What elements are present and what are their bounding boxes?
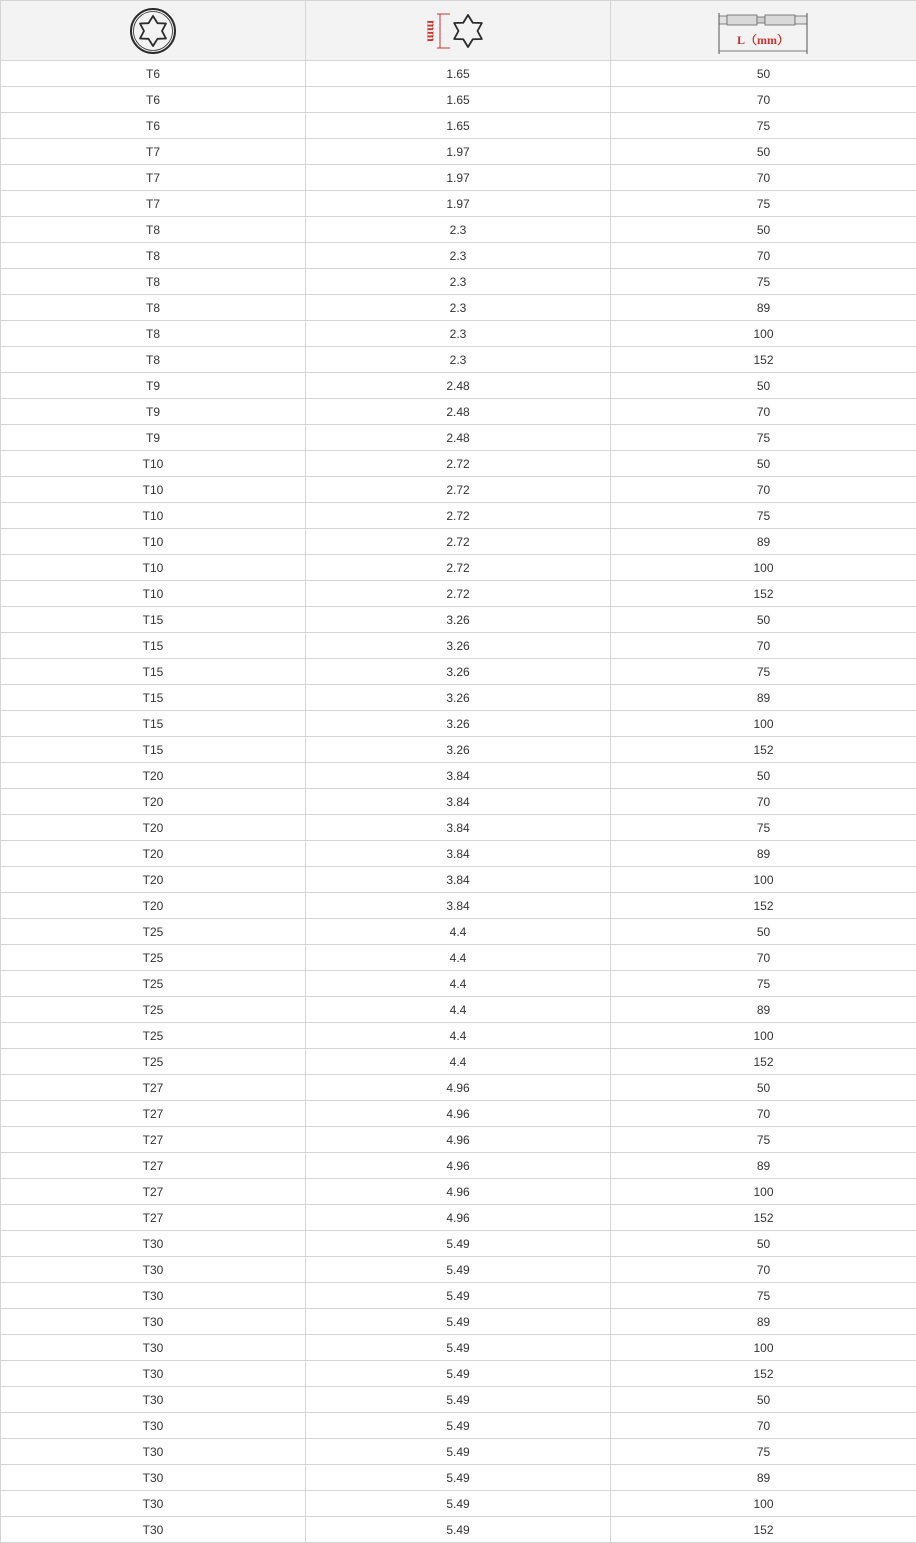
length-cell: 152 — [611, 737, 916, 763]
length-cell: 70 — [611, 1257, 916, 1283]
table-row — [1, 607, 916, 633]
size-cell: T27 — [1, 1179, 306, 1205]
size-cell: T7 — [1, 191, 306, 217]
length-cell: 75 — [611, 971, 916, 997]
length-cell: 50 — [611, 1387, 916, 1413]
table-row — [1, 763, 916, 789]
size-cell: T30 — [1, 1465, 306, 1491]
header-cell-length — [611, 1, 916, 61]
size-cell: T10 — [1, 555, 306, 581]
size-cell: T20 — [1, 867, 306, 893]
length-cell: 75 — [611, 659, 916, 685]
size-cell: T27 — [1, 1075, 306, 1101]
length-cell: 50 — [611, 607, 916, 633]
table-row — [1, 347, 916, 373]
tip-width-cell: 4.4 — [306, 1023, 611, 1049]
table-row — [1, 581, 916, 607]
tip-width-cell: 3.84 — [306, 763, 611, 789]
tip-width-cell: 1.97 — [306, 139, 611, 165]
length-cell: 100 — [611, 1023, 916, 1049]
length-cell: 152 — [611, 893, 916, 919]
table-row — [1, 685, 916, 711]
length-cell: 70 — [611, 1101, 916, 1127]
tip-width-cell: 3.26 — [306, 737, 611, 763]
tip-width-cell: 3.26 — [306, 685, 611, 711]
length-cell: 100 — [611, 555, 916, 581]
tip-width-cell: 4.96 — [306, 1101, 611, 1127]
torx-size-mm-icon — [418, 6, 498, 56]
size-cell: T30 — [1, 1309, 306, 1335]
length-unit-label: L（mm） — [736, 32, 789, 47]
length-cell: 70 — [611, 945, 916, 971]
tip-width-cell: 2.72 — [306, 529, 611, 555]
size-cell: T8 — [1, 321, 306, 347]
size-cell: T8 — [1, 217, 306, 243]
length-cell: 75 — [611, 191, 916, 217]
table-row — [1, 711, 916, 737]
table-row — [1, 971, 916, 997]
tip-width-cell: 5.49 — [306, 1257, 611, 1283]
header-cell-size — [1, 1, 306, 61]
length-cell: 75 — [611, 815, 916, 841]
size-cell: T30 — [1, 1491, 306, 1517]
length-cell: 89 — [611, 1465, 916, 1491]
torx-socket-icon — [128, 6, 178, 56]
length-cell: 100 — [611, 321, 916, 347]
length-cell: 152 — [611, 1517, 916, 1543]
tip-width-cell: 2.72 — [306, 477, 611, 503]
tip-width-cell: 4.96 — [306, 1075, 611, 1101]
size-cell: T30 — [1, 1439, 306, 1465]
length-cell: 89 — [611, 685, 916, 711]
tip-width-cell: 2.72 — [306, 451, 611, 477]
table-row — [1, 1101, 916, 1127]
length-cell: 50 — [611, 217, 916, 243]
length-cell: 75 — [611, 425, 916, 451]
tip-width-cell: 3.84 — [306, 893, 611, 919]
size-cell: T30 — [1, 1413, 306, 1439]
length-cell: 75 — [611, 1283, 916, 1309]
size-cell: T25 — [1, 971, 306, 997]
tip-width-cell: 4.4 — [306, 971, 611, 997]
table-row — [1, 893, 916, 919]
size-cell: T27 — [1, 1205, 306, 1231]
table-row — [1, 633, 916, 659]
table-row — [1, 113, 916, 139]
size-cell: T25 — [1, 1049, 306, 1075]
length-cell: 70 — [611, 789, 916, 815]
size-cell: T8 — [1, 295, 306, 321]
length-cell: 89 — [611, 295, 916, 321]
table-row — [1, 399, 916, 425]
table-row — [1, 1413, 916, 1439]
length-cell: 50 — [611, 451, 916, 477]
tip-width-cell: 2.3 — [306, 321, 611, 347]
length-cell: 70 — [611, 633, 916, 659]
length-cell: 70 — [611, 87, 916, 113]
tip-width-cell: 4.96 — [306, 1127, 611, 1153]
table-row — [1, 789, 916, 815]
size-cell: T30 — [1, 1517, 306, 1543]
size-cell: T20 — [1, 789, 306, 815]
size-cell: T7 — [1, 139, 306, 165]
tip-width-cell: 2.48 — [306, 425, 611, 451]
table-row — [1, 1023, 916, 1049]
table-row — [1, 1179, 916, 1205]
size-cell: T30 — [1, 1335, 306, 1361]
size-cell: T30 — [1, 1283, 306, 1309]
length-cell: 100 — [611, 1491, 916, 1517]
length-cell: 50 — [611, 919, 916, 945]
length-cell: 152 — [611, 1049, 916, 1075]
size-cell: T30 — [1, 1387, 306, 1413]
tip-width-cell: 3.84 — [306, 841, 611, 867]
table-row — [1, 269, 916, 295]
size-cell: T15 — [1, 659, 306, 685]
tip-width-cell: 2.3 — [306, 217, 611, 243]
size-cell: T20 — [1, 841, 306, 867]
table-row — [1, 1257, 916, 1283]
table-row — [1, 1517, 916, 1543]
bit-length-icon — [709, 6, 819, 56]
table-row — [1, 295, 916, 321]
tip-width-cell: 5.49 — [306, 1491, 611, 1517]
tip-width-cell: 1.97 — [306, 191, 611, 217]
size-cell: T30 — [1, 1257, 306, 1283]
length-cell: 89 — [611, 529, 916, 555]
tip-width-cell: 2.72 — [306, 555, 611, 581]
length-cell: 50 — [611, 139, 916, 165]
size-cell: T8 — [1, 269, 306, 295]
table-row — [1, 1075, 916, 1101]
length-cell: 70 — [611, 243, 916, 269]
table-row — [1, 477, 916, 503]
tip-width-cell: 5.49 — [306, 1387, 611, 1413]
size-cell: T10 — [1, 581, 306, 607]
length-cell: 75 — [611, 1127, 916, 1153]
length-cell: 50 — [611, 1231, 916, 1257]
size-cell: T10 — [1, 451, 306, 477]
tip-width-cell: 2.48 — [306, 373, 611, 399]
size-cell: T10 — [1, 529, 306, 555]
table-row — [1, 1439, 916, 1465]
table-row — [1, 165, 916, 191]
length-cell: 152 — [611, 581, 916, 607]
length-cell: 75 — [611, 503, 916, 529]
size-cell: T25 — [1, 1023, 306, 1049]
tip-width-cell: 4.96 — [306, 1153, 611, 1179]
table-row — [1, 945, 916, 971]
size-cell: T15 — [1, 607, 306, 633]
tip-width-cell: 1.65 — [306, 87, 611, 113]
table-row — [1, 737, 916, 763]
size-cell: T15 — [1, 737, 306, 763]
tip-width-cell: 3.84 — [306, 815, 611, 841]
tip-width-cell: 1.65 — [306, 113, 611, 139]
tip-width-cell: 1.65 — [306, 61, 611, 87]
size-cell: T10 — [1, 477, 306, 503]
size-cell: T6 — [1, 61, 306, 87]
length-cell: 75 — [611, 1439, 916, 1465]
size-cell: T6 — [1, 87, 306, 113]
length-cell: 89 — [611, 841, 916, 867]
table-row — [1, 659, 916, 685]
size-cell: T20 — [1, 815, 306, 841]
tip-width-cell: 2.72 — [306, 581, 611, 607]
tip-width-cell: 5.49 — [306, 1413, 611, 1439]
length-cell: 152 — [611, 1205, 916, 1231]
tip-width-cell: 1.97 — [306, 165, 611, 191]
tip-width-cell: 3.26 — [306, 633, 611, 659]
length-cell: 75 — [611, 269, 916, 295]
tip-width-cell: 5.49 — [306, 1283, 611, 1309]
table-row — [1, 867, 916, 893]
table-row — [1, 425, 916, 451]
size-cell: T20 — [1, 763, 306, 789]
tip-width-cell: 2.72 — [306, 503, 611, 529]
tip-width-cell: 3.26 — [306, 659, 611, 685]
length-cell: 100 — [611, 867, 916, 893]
table-row — [1, 997, 916, 1023]
table-row — [1, 217, 916, 243]
length-cell: 70 — [611, 1413, 916, 1439]
tip-width-cell: 5.49 — [306, 1335, 611, 1361]
length-cell: 70 — [611, 477, 916, 503]
table-row — [1, 1049, 916, 1075]
length-cell: 50 — [611, 763, 916, 789]
size-cell: T25 — [1, 945, 306, 971]
table-row — [1, 555, 916, 581]
table-row — [1, 1283, 916, 1309]
mm-unit-label: mm — [424, 19, 440, 42]
size-cell: T15 — [1, 711, 306, 737]
table-row — [1, 61, 916, 87]
length-cell: 89 — [611, 1309, 916, 1335]
tip-width-cell: 3.26 — [306, 607, 611, 633]
table-row — [1, 321, 916, 347]
size-cell: T15 — [1, 685, 306, 711]
length-cell: 89 — [611, 1153, 916, 1179]
tip-width-cell: 4.4 — [306, 997, 611, 1023]
table-row — [1, 1335, 916, 1361]
size-cell: T8 — [1, 347, 306, 373]
tip-width-cell: 5.49 — [306, 1439, 611, 1465]
table-row — [1, 373, 916, 399]
table-row — [1, 815, 916, 841]
size-cell: T15 — [1, 633, 306, 659]
size-cell: T20 — [1, 893, 306, 919]
size-cell: T25 — [1, 919, 306, 945]
tip-width-cell: 2.3 — [306, 269, 611, 295]
table-row — [1, 919, 916, 945]
tip-width-cell: 5.49 — [306, 1309, 611, 1335]
tip-width-cell: 5.49 — [306, 1361, 611, 1387]
length-cell: 152 — [611, 347, 916, 373]
size-cell: T9 — [1, 399, 306, 425]
tip-width-cell: 2.3 — [306, 347, 611, 373]
length-cell: 50 — [611, 373, 916, 399]
length-cell: 70 — [611, 165, 916, 191]
tip-width-cell: 5.49 — [306, 1231, 611, 1257]
table-row — [1, 529, 916, 555]
tip-width-cell: 3.84 — [306, 789, 611, 815]
table-row — [1, 503, 916, 529]
tip-width-cell: 2.3 — [306, 243, 611, 269]
table-row — [1, 1153, 916, 1179]
size-cell: T27 — [1, 1153, 306, 1179]
tip-width-cell: 2.3 — [306, 295, 611, 321]
table-row — [1, 1127, 916, 1153]
size-cell: T10 — [1, 503, 306, 529]
size-cell: T9 — [1, 425, 306, 451]
table-row — [1, 87, 916, 113]
table-row — [1, 191, 916, 217]
length-cell: 100 — [611, 1179, 916, 1205]
tip-width-cell: 4.4 — [306, 919, 611, 945]
size-cell: T30 — [1, 1361, 306, 1387]
size-cell: T6 — [1, 113, 306, 139]
tip-width-cell: 2.48 — [306, 399, 611, 425]
length-cell: 50 — [611, 61, 916, 87]
size-cell: T8 — [1, 243, 306, 269]
table-row — [1, 1387, 916, 1413]
table-row — [1, 1361, 916, 1387]
table-row — [1, 1309, 916, 1335]
size-cell: T9 — [1, 373, 306, 399]
tip-width-cell: 4.96 — [306, 1179, 611, 1205]
length-cell: 75 — [611, 113, 916, 139]
tip-width-cell: 3.26 — [306, 711, 611, 737]
tip-width-cell: 5.49 — [306, 1465, 611, 1491]
table-row — [1, 1465, 916, 1491]
size-cell: T27 — [1, 1101, 306, 1127]
tip-width-cell: 5.49 — [306, 1517, 611, 1543]
tip-width-cell: 4.4 — [306, 1049, 611, 1075]
tip-width-cell: 4.96 — [306, 1205, 611, 1231]
header-row — [1, 1, 916, 61]
table-row — [1, 451, 916, 477]
length-cell: 100 — [611, 711, 916, 737]
table-row — [1, 1231, 916, 1257]
size-cell: T25 — [1, 997, 306, 1023]
header-cell-tip-width — [306, 1, 611, 61]
length-cell: 70 — [611, 399, 916, 425]
table-row — [1, 1205, 916, 1231]
length-cell: 89 — [611, 997, 916, 1023]
length-cell: 50 — [611, 1075, 916, 1101]
length-cell: 100 — [611, 1335, 916, 1361]
table-row — [1, 1491, 916, 1517]
tip-width-cell: 3.84 — [306, 867, 611, 893]
table-row — [1, 139, 916, 165]
table-row — [1, 243, 916, 269]
spec-table-body — [1, 61, 916, 1543]
length-cell: 152 — [611, 1361, 916, 1387]
table-row — [1, 841, 916, 867]
size-cell: T27 — [1, 1127, 306, 1153]
size-cell: T7 — [1, 165, 306, 191]
size-cell: T30 — [1, 1231, 306, 1257]
tip-width-cell: 4.4 — [306, 945, 611, 971]
